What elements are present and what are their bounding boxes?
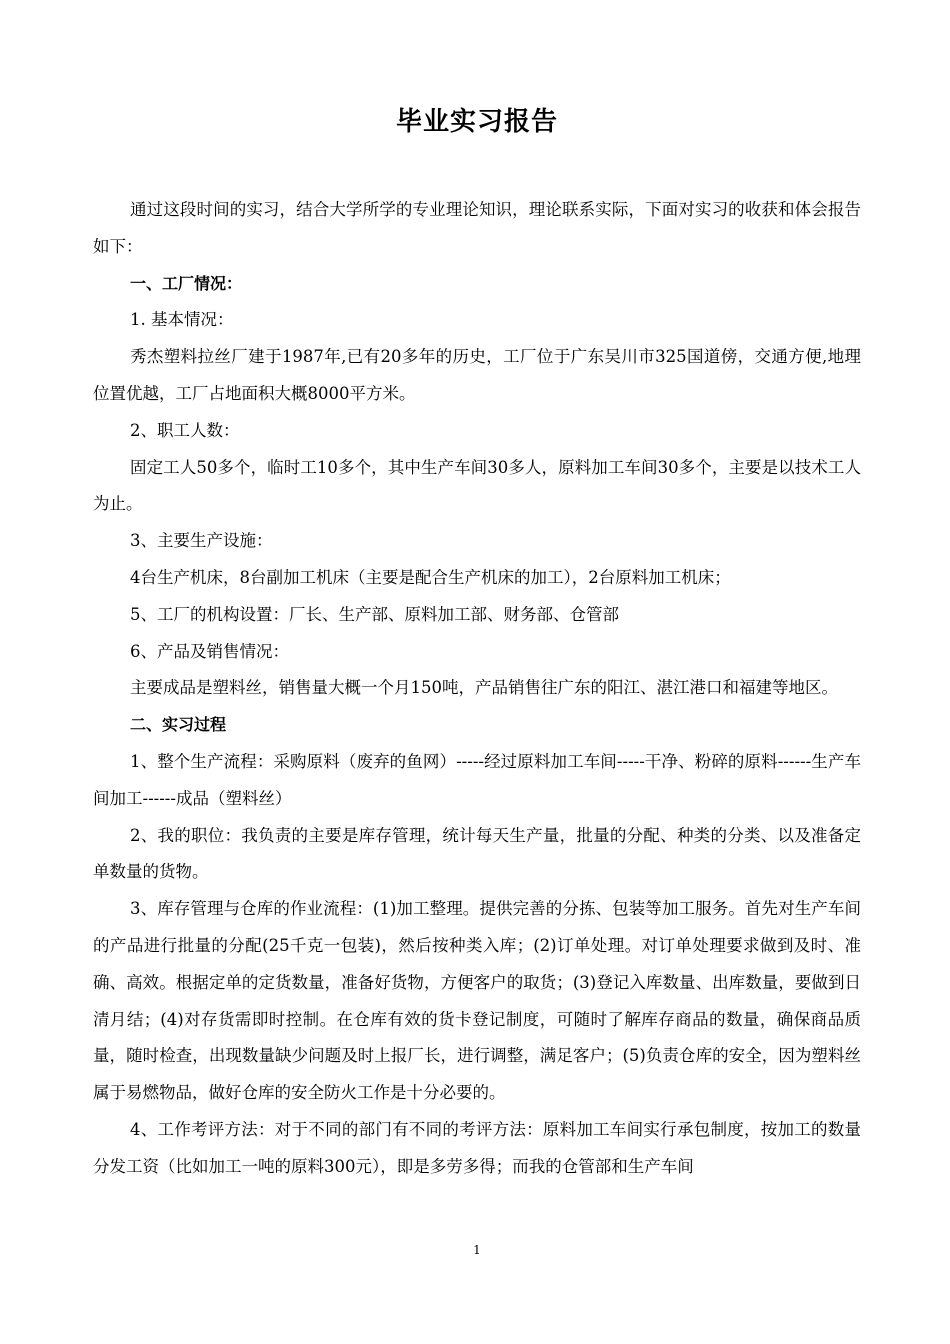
section-heading-factory: 一、工厂情况： bbox=[130, 273, 243, 293]
subheading-staff-count: 2、职工人数： bbox=[130, 420, 240, 440]
paragraph-basic-info: 秀杰塑料拉丝厂建于1987年,已有20多年的历史，工厂位于广东吴川市325国道傍，交通方便,地理位置优越，工厂占地面积大概8000平方米。 bbox=[93, 347, 861, 403]
subheading-facilities: 3、主要生产设施： bbox=[130, 531, 273, 551]
page-title: 毕业实习报告 bbox=[395, 107, 558, 137]
page-number: 1 bbox=[473, 1243, 481, 1257]
paragraph-production-flow: 1、整个生产流程：采购原料（废弃的鱼网）-----经过原料加工车间-----干净、粉碎的原料------生产车间加工------成品（塑料丝） bbox=[93, 751, 861, 808]
subheading-products-sales: 6、产品及销售情况： bbox=[130, 641, 289, 661]
subheading-basic-info: 1. 基本情况： bbox=[130, 310, 234, 330]
paragraph-products-sales: 主要成品是塑料丝，销售量大概一个月150吨，产品销售往广东的阳江、湛江港口和福建等地区。 bbox=[130, 678, 838, 698]
paragraph-facilities: 4台生产机床，8台副加工机床（主要是配合生产机床的加工），2台原料加工机床； bbox=[130, 567, 731, 587]
paragraph-evaluation-method: 4、工作考评方法：对于不同的部门有不同的考评方法：原料加工车间实行承包制度，按加工的数量分发工资（比如加工一吨的原料300元），即是多劳多得；而我的仓管部和生产车间 bbox=[93, 1119, 861, 1176]
intro-paragraph: 通过这段时间的实习，结合大学所学的专业理论知识，理论联系实际，下面对实习的收获和体会报告如下： bbox=[93, 200, 861, 256]
paragraph-organization: 5、工厂的机构设置：厂长、生产部、原料加工部、财务部、仓管部 bbox=[130, 604, 619, 624]
document-body bbox=[93, 192, 861, 1186]
paragraph-my-position: 2、我的职位：我负责的主要是库存管理，统计每天生产量，批量的分配、种类的分类、以及准备定单数量的货物。 bbox=[93, 825, 861, 882]
section-heading-internship: 二、实习过程 bbox=[130, 715, 227, 735]
paragraph-inventory-process: 3、库存管理与仓库的作业流程：(1)加工整理。提供完善的分拣、包装等加工服务。首先对生产车间的产品进行批量的分配(25千克一包装)，然后按种类入库；(2)订单处理。对订单处理要求做到及时、准确、高效。根据定单的定货数量，准备好货物，方便客户的取货；(3)登记入库数量、出库数量，要做到日清月结；(4)对存货需即时控制。在仓库有效的货卡登记制度，可随时了解库存商品的数量，确保商品质量，随时检查，出现数量缺少问题及时上报厂长，进行调整，满足客户；(5)负责仓库的安全，因为塑料丝属于易燃物品，做好仓库的安全防火工作是十分必要的。 bbox=[93, 899, 861, 1103]
paragraph-staff-count: 固定工人50多个，临时工10多个，其中生产车间30多人，原料加工车间30多个，主要是以技术工人为止。 bbox=[93, 457, 861, 514]
